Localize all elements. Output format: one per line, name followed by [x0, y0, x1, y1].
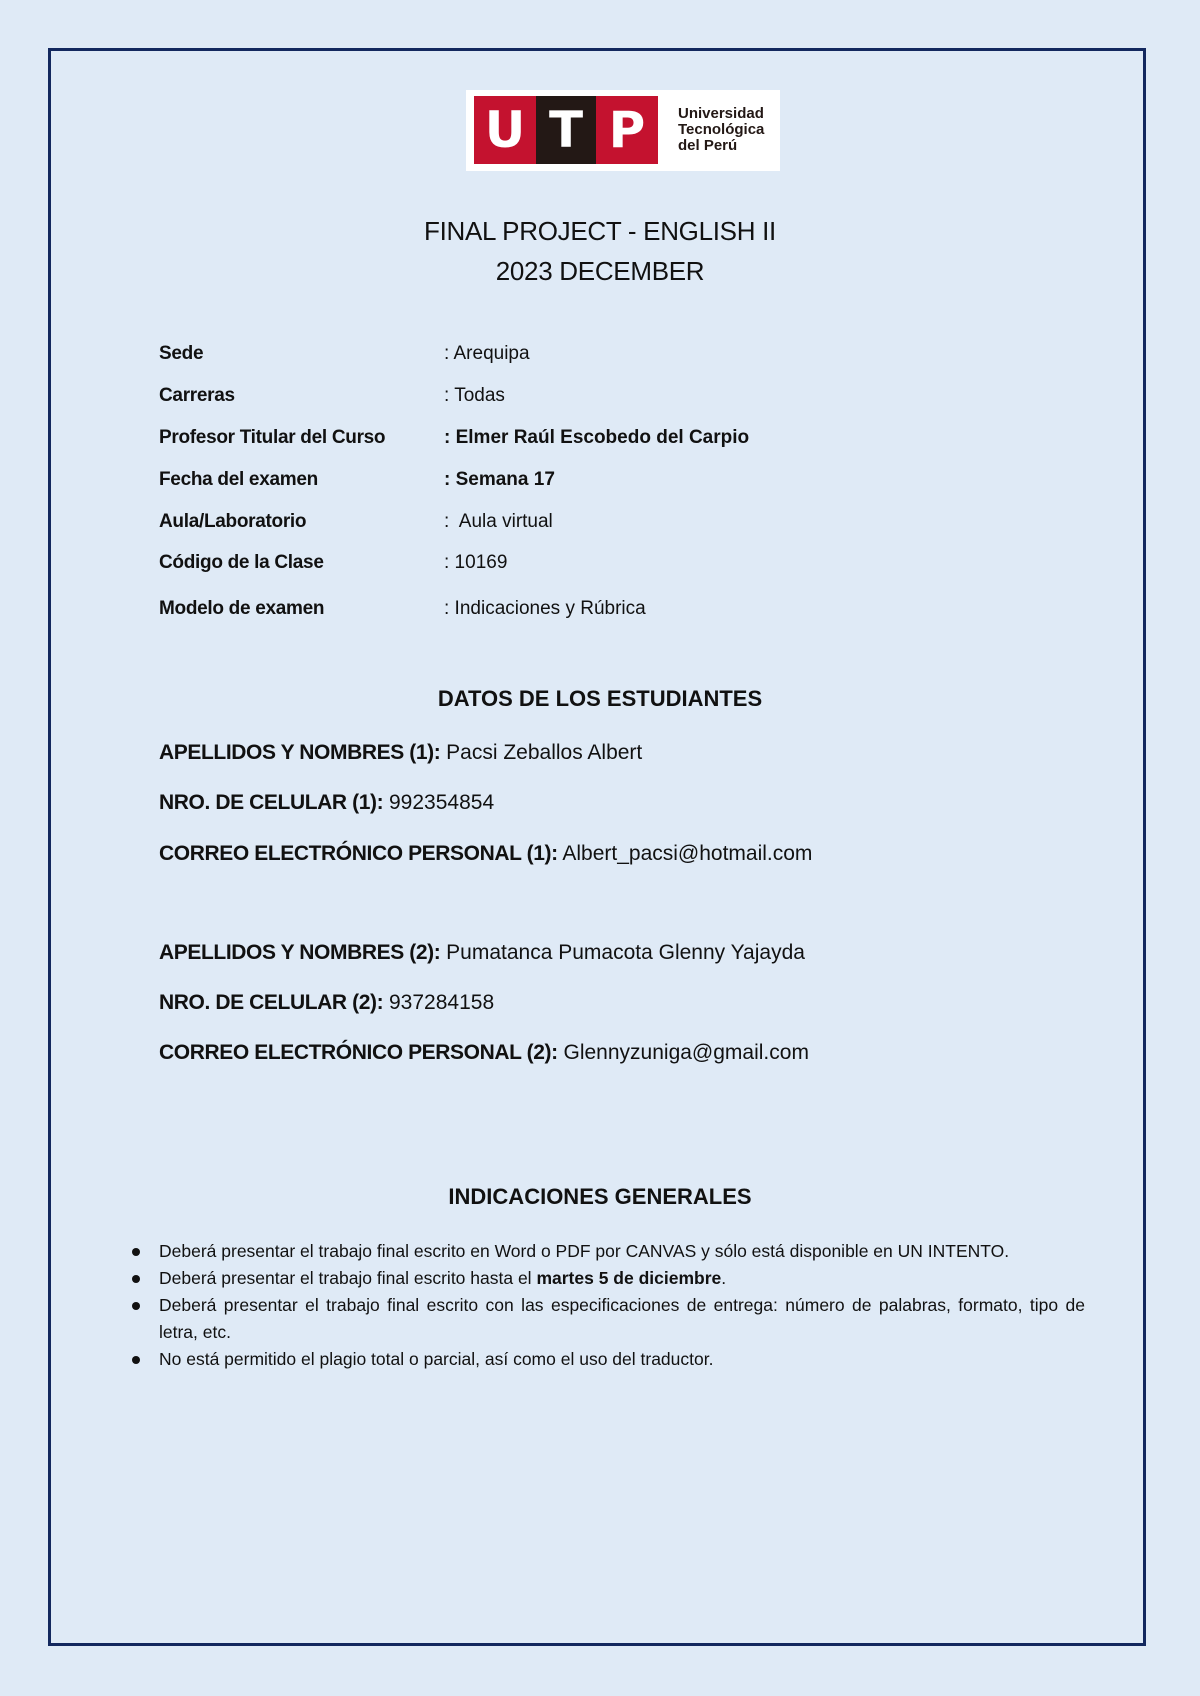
- info-label: Profesor Titular del Curso: [159, 427, 386, 448]
- student-2-email: CORREO ELECTRÓNICO PERSONAL (2): Glennyzuniga@gmail.com: [159, 1041, 809, 1064]
- info-row-sede: [159, 343, 530, 365]
- list-item: Deberá presentar el trabajo final escrito hasta el martes 5 de diciembre.: [119, 1265, 1085, 1292]
- info-row-codigo: [159, 552, 508, 574]
- info-row-aula: [159, 511, 553, 533]
- info-value: : Semana 17: [444, 469, 555, 490]
- document-subtitle: 2023 DECEMBER: [495, 256, 705, 286]
- info-value: : 10169: [444, 552, 508, 573]
- info-value: : Aula virtual: [444, 511, 553, 532]
- students-heading: DATOS DE LOS ESTUDIANTES: [437, 686, 763, 711]
- utp-logo: [466, 90, 780, 171]
- student-2-phone: NRO. DE CELULAR (2): 937284158: [159, 991, 495, 1014]
- indications-heading: INDICACIONES GENERALES: [448, 1184, 752, 1209]
- info-row-profesor: [159, 427, 750, 449]
- list-item: Deberá presentar el trabajo final escrito con las especificaciones de entrega: número de palabras, formato, tipo de letra, etc.: [119, 1292, 1085, 1346]
- indications-list: [119, 1238, 1085, 1373]
- student-1-phone: NRO. DE CELULAR (1): 992354854: [159, 791, 495, 814]
- info-row-modelo: [159, 598, 646, 620]
- logo-university-name: Universidad Tecnológica del Perú: [678, 105, 765, 154]
- logo-letter-t: T: [536, 96, 596, 164]
- student-1-name: APELLIDOS Y NOMBRES (1): Pacsi Zeballos Albert: [159, 741, 643, 764]
- info-label: Sede: [159, 343, 204, 364]
- logo-letter-p: P: [596, 96, 658, 164]
- info-row-fecha: [159, 469, 555, 491]
- info-value: : Elmer Raúl Escobedo del Carpio: [444, 427, 750, 448]
- student-1-email: CORREO ELECTRÓNICO PERSONAL (1): Albert_pacsi@hotmail.com: [159, 842, 813, 865]
- info-label: Fecha del examen: [159, 469, 318, 490]
- info-value: : Todas: [444, 385, 505, 406]
- logo-letter-u: U: [474, 96, 536, 164]
- info-label: Aula/Laboratorio: [159, 511, 307, 532]
- document-title: FINAL PROJECT - ENGLISH II: [424, 216, 776, 246]
- info-label: Código de la Clase: [159, 552, 324, 573]
- info-row-carreras: [159, 385, 505, 407]
- info-value: : Arequipa: [444, 343, 530, 364]
- student-2-name: APELLIDOS Y NOMBRES (2): Pumatanca Pumacota Glenny Yajayda: [159, 941, 805, 964]
- info-label: Modelo de examen: [159, 598, 325, 619]
- list-item: Deberá presentar el trabajo final escrito en Word o PDF por CANVAS y sólo está disponible en UN INTENTO.: [119, 1238, 1085, 1265]
- info-label: Carreras: [159, 385, 235, 406]
- info-value: : Indicaciones y Rúbrica: [444, 598, 646, 619]
- list-item: No está permitido el plagio total o parcial, así como el uso del traductor.: [119, 1346, 1085, 1373]
